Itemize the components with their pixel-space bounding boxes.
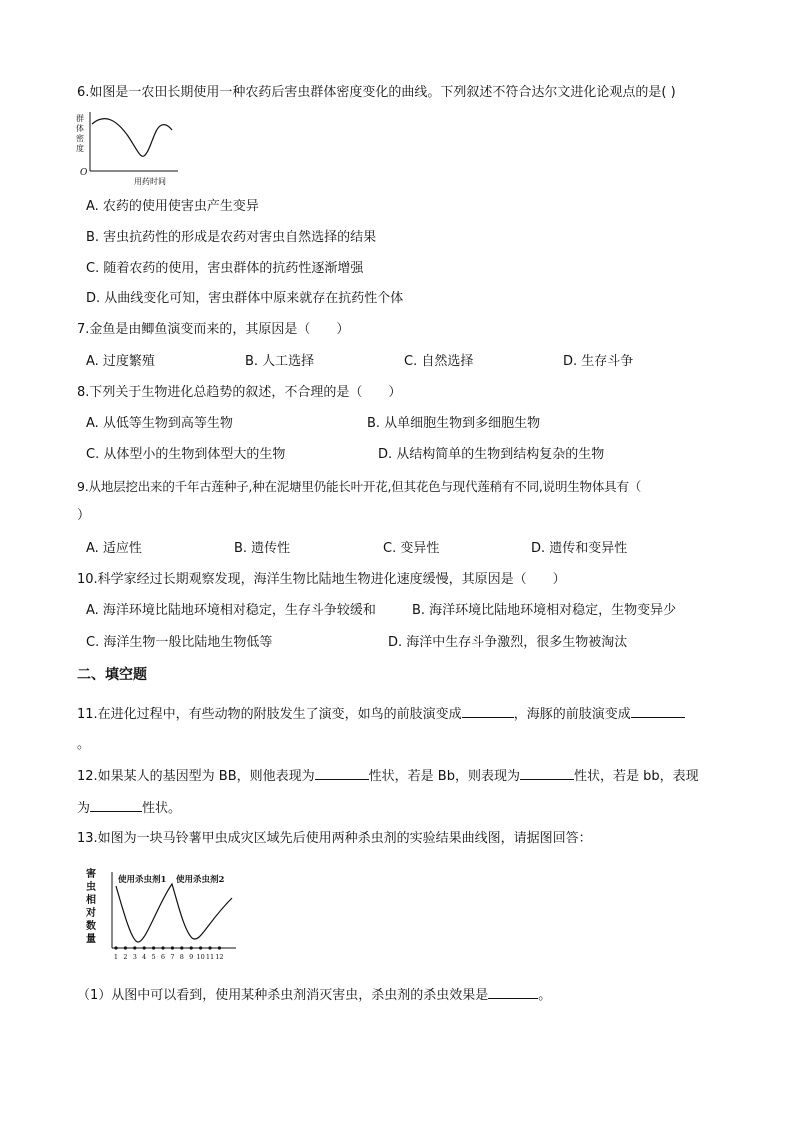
q13-sub1-blank[interactable] (488, 986, 538, 999)
q10-option-c[interactable]: C. 海洋生物一般比陆地生物低等 (86, 635, 273, 650)
q7-option-a[interactable]: A. 过度繁殖 (86, 354, 155, 369)
q13-x-tick-label: 3 (132, 953, 137, 961)
q13-x-tick-label: 8 (179, 953, 184, 961)
q6-ylabel-char-1: 体 (76, 124, 84, 133)
q8-option-a[interactable]: A. 从低等生物到高等生物 (86, 416, 233, 431)
q8-option-d[interactable]: D. 从结构简单的生物到结构复杂的生物 (378, 447, 605, 462)
q13-x-ticks (114, 946, 224, 961)
q13-label-insecticide-1: 使用杀虫剂1 (118, 875, 167, 885)
q13-x-tick-label: 11 (205, 953, 215, 961)
q13-ylabel-char-0: 害 (86, 869, 96, 880)
q13-sub1-line (77, 986, 551, 1005)
q13-x-tick-mark (133, 946, 136, 949)
q9-option-c[interactable]: C. 变异性 (383, 541, 440, 556)
q13-x-tick-label: 9 (189, 953, 194, 961)
q13-x-tick-mark (114, 946, 117, 949)
q13-x-tick-mark (124, 946, 127, 949)
q13-x-tick-mark (199, 946, 202, 949)
q12-blank-1[interactable] (315, 767, 369, 780)
q11-text-1: 11.在进化过程中，有些动物的附肢发生了演变，如鸟的前肢演变成 (77, 707, 462, 722)
q12-text-3: 性状，若是 bb，表现 (573, 769, 699, 784)
q13-x-tick-label: 7 (170, 953, 175, 961)
q6-option-a[interactable]: A. 农药的使用使害虫产生变异 (86, 199, 259, 214)
q9-option-b[interactable]: B. 遗传性 (234, 541, 291, 556)
q13-pest-count-figure (84, 864, 244, 964)
q8-option-b[interactable]: B. 从单细胞生物到多细胞生物 (367, 416, 541, 431)
q10-option-a[interactable]: A. 海洋环境比陆地环境相对稳定，生存斗争较缓和 (86, 603, 376, 618)
q13-x-tick-label: 2 (123, 953, 128, 961)
q7-option-b[interactable]: B. 人工选择 (245, 354, 315, 369)
q7-option-c[interactable]: C. 自然选择 (404, 354, 474, 369)
q8-option-c[interactable]: C. 从体型小的生物到体型大的生物 (86, 447, 286, 462)
q11-line (77, 705, 685, 724)
q10-option-d[interactable]: D. 海洋中生存斗争激烈，很多生物被淘汰 (388, 635, 628, 650)
q13-x-tick-mark (190, 946, 193, 949)
q11-blank-2[interactable] (631, 705, 685, 718)
q13-sub1-text: （1）从图中可以看到，使用某种杀虫剂消灭害虫，杀虫剂的杀虫效果是 (77, 988, 489, 1003)
q13-x-tick-label: 6 (160, 953, 166, 961)
q13-x-tick-mark (218, 946, 221, 949)
q13-sub1-tail: 。 (538, 988, 552, 1003)
q6-option-c[interactable]: C. 随着农药的使用，害虫群体的抗药性逐渐增强 (86, 261, 364, 276)
q13-x-tick-label: 12 (215, 953, 224, 961)
q13-ylabel-char-4: 数 (86, 921, 96, 932)
q12-line1 (77, 767, 699, 786)
q13-x-tick-label: 4 (142, 953, 147, 961)
q12-line2 (77, 799, 181, 818)
q6-option-b[interactable]: B. 害虫抗药性的形成是农药对害虫自然选择的结果 (86, 230, 377, 245)
q13-ylabel-char-1: 虫 (86, 882, 96, 893)
q6-stem: 6.如图是一农田长期使用一种农药后害虫群体密度变化的曲线。下列叙述不符合达尔文进化论观点的是( ) (77, 85, 676, 100)
q6-density-curve (92, 119, 172, 157)
q6-density-curve-figure (74, 108, 186, 188)
q12-blank-2[interactable] (520, 767, 574, 780)
q12-blank-3[interactable] (90, 799, 142, 812)
q13-x-tick-label: 10 (196, 953, 205, 961)
q9-option-a[interactable]: A. 适应性 (86, 541, 142, 556)
q13-x-tick-label: 5 (151, 953, 156, 961)
q9-stem-line1: 9.从地层挖出来的千年古莲种子,种在泥塘里仍能长叶开花,但其花色与现代莲稍有不同,说明生物体具有（ (77, 479, 642, 494)
q7-stem: 7.金鱼是由鲫鱼演变而来的，其原因是（ ） (77, 322, 350, 337)
q12-text-2: 性状，若是 Bb，则表现为 (368, 769, 520, 784)
q7-option-d[interactable]: D. 生存斗争 (563, 354, 634, 369)
q11-tail: 。 (77, 737, 91, 752)
q9-option-d[interactable]: D. 遗传和变异性 (531, 541, 628, 556)
q6-xlabel: 用药时间 (134, 177, 166, 186)
q6-origin-label: O (80, 168, 88, 178)
q12-text-5: 性状。 (142, 801, 182, 816)
q13-x-tick-mark (208, 946, 211, 949)
q8-stem: 8.下列关于生物进化总趋势的叙述，不合理的是（ ） (77, 385, 402, 400)
q13-label-insecticide-2: 使用杀虫剂2 (176, 875, 225, 885)
q6-option-d[interactable]: D. 从曲线变化可知，害虫群体中原来就存在抗药性个体 (86, 291, 404, 306)
q13-x-tick-mark (171, 946, 174, 949)
section-fill-in-title: 二、填空题 (77, 667, 147, 683)
q13-stem: 13.如图为一块马铃薯甲虫成灾区域先后使用两种杀虫剂的实验结果曲线图，请据图回答： (77, 831, 592, 846)
q13-x-tick-label: 1 (113, 953, 119, 961)
q12-text-4: 为 (77, 801, 91, 816)
q13-ylabel-char-5: 量 (86, 934, 96, 945)
q13-x-tick-mark (143, 946, 146, 949)
q10-stem: 10.科学家经过长期观察发现，海洋生物比陆地生物进化速度缓慢，其原因是（ ） (77, 572, 566, 587)
q13-pest-curve (116, 884, 232, 942)
q6-ylabel-char-3: 度 (76, 144, 84, 153)
q11-blank-1[interactable] (462, 705, 514, 718)
q13-ylabel-char-3: 对 (86, 908, 96, 919)
q13-x-tick-mark (152, 946, 155, 949)
q13-x-tick-mark (180, 946, 183, 949)
q12-text-1: 12.如果某人的基因型为 BB，则他表现为 (77, 769, 315, 784)
q6-ylabel-char-0: 群 (76, 114, 84, 123)
q11-text-2: ，海豚的前肢演变成 (513, 707, 631, 722)
q13-x-tick-mark (161, 946, 164, 949)
q6-ylabel-char-2: 密 (76, 134, 84, 143)
q10-option-b[interactable]: B. 海洋环境比陆地环境相对稳定，生物变异少 (412, 603, 677, 618)
q13-ylabel-char-2: 相 (86, 895, 96, 906)
q9-stem-line2: ） (77, 508, 91, 523)
